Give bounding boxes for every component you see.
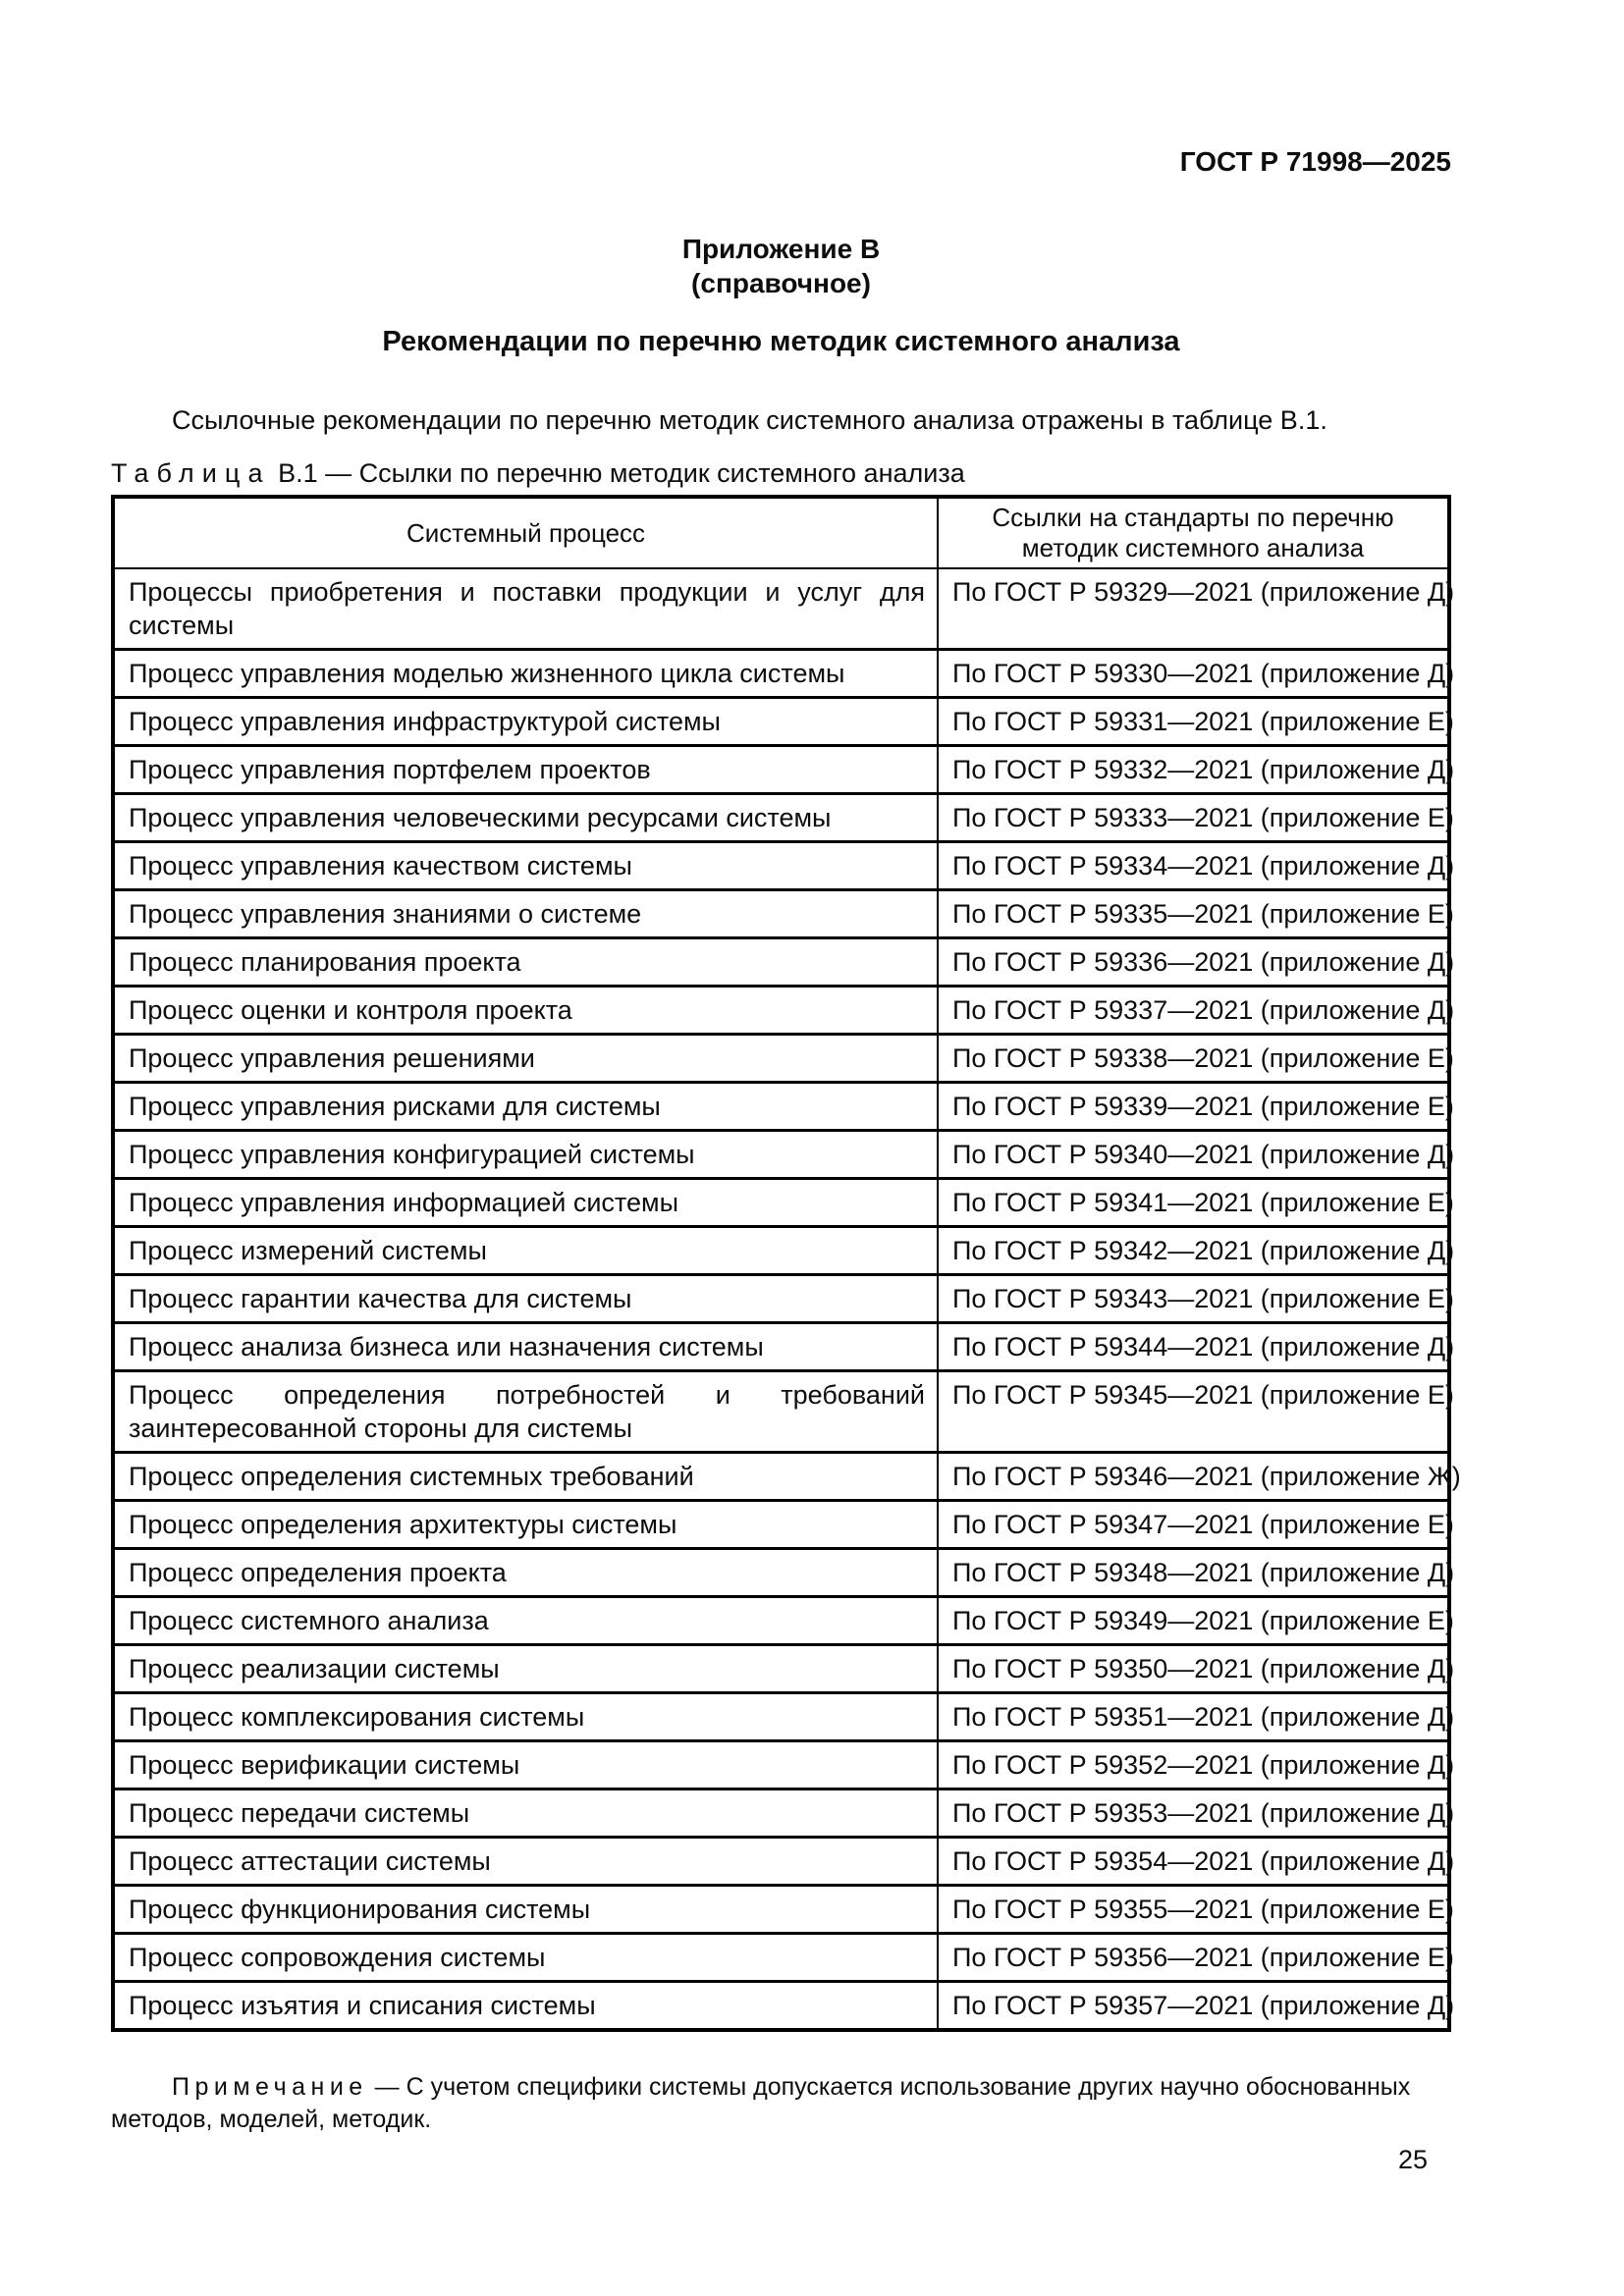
table-header-row [113,497,1449,568]
process-cell: Процесс комплексирования системы [113,1693,938,1741]
reference-cell: По ГОСТ Р 59333—2021 (приложение Е) [938,794,1449,842]
reference-cell: По ГОСТ Р 59357—2021 (приложение Д) [938,1982,1449,2031]
process-cell: Процесс системного анализа [113,1597,938,1645]
reference-cell: По ГОСТ Р 59334—2021 (приложение Д) [938,842,1449,890]
process-cell: Процесс анализа бизнеса или назначения системы [113,1323,938,1371]
reference-cell: По ГОСТ Р 59337—2021 (приложение Д) [938,987,1449,1035]
reference-cell: По ГОСТ Р 59343—2021 (приложение Е) [938,1275,1449,1323]
process-cell: Процесс планирования проекта [113,938,938,987]
reference-cell: По ГОСТ Р 59335—2021 (приложение Е) [938,890,1449,938]
appendix-heading [111,232,1451,300]
reference-cell: По ГОСТ Р 59351—2021 (приложение Д) [938,1693,1449,1741]
table-row [113,746,1449,794]
document-page [111,0,1461,2175]
reference-cell: По ГОСТ Р 59350—2021 (приложение Д) [938,1645,1449,1693]
section-title: Рекомендации по перечню методик системного анализа [382,326,1180,357]
table-row [113,1886,1449,1934]
process-cell: Процесс реализации системы [113,1645,938,1693]
table-row [113,568,1449,650]
table-row [113,1934,1449,1982]
table-row [113,1371,1449,1453]
reference-cell: По ГОСТ Р 59349—2021 (приложение Е) [938,1597,1449,1645]
process-cell: Процесс определения потребностей и требований заинтересованной стороны для системы [113,1371,938,1453]
table-row [113,842,1449,890]
table-row [113,890,1449,938]
process-cell: Процесс определения системных требований [113,1453,938,1501]
table-row [113,1131,1449,1179]
reference-cell: По ГОСТ Р 59332—2021 (приложение Д) [938,746,1449,794]
process-cell: Процесс изъятия и списания системы [113,1982,938,2031]
reference-cell: По ГОСТ Р 59352—2021 (приложение Д) [938,1741,1449,1789]
table-row [113,698,1449,746]
table-row [113,1179,1449,1227]
table-b1 [111,495,1461,2032]
table-row [113,1275,1449,1323]
reference-cell: По ГОСТ Р 59339—2021 (приложение Е) [938,1083,1449,1131]
table-row [113,987,1449,1035]
table-row [113,794,1449,842]
reference-cell: По ГОСТ Р 59345—2021 (приложение Е) [938,1371,1449,1453]
process-cell: Процесс сопровождения системы [113,1934,938,1982]
process-cell: Процесс верификации системы [113,1741,938,1789]
reference-cell: По ГОСТ Р 59348—2021 (приложение Д) [938,1549,1449,1597]
note-label: Примечание [172,2073,368,2101]
reference-cell: По ГОСТ Р 59329—2021 (приложение Д) [938,568,1449,650]
appendix-subtitle: (справочное) [691,268,871,298]
table-row [113,1693,1449,1741]
reference-cell: По ГОСТ Р 59340—2021 (приложение Д) [938,1131,1449,1179]
reference-cell: По ГОСТ Р 59353—2021 (приложение Д) [938,1789,1449,1838]
page-number: 25 [1397,2145,1428,2174]
table-row [113,1597,1449,1645]
table-row [113,1083,1449,1131]
table-row [113,650,1449,698]
table-row [113,1838,1449,1886]
table-row [113,938,1449,987]
process-cell: Процесс управления информацией системы [113,1179,938,1227]
reference-cell: По ГОСТ Р 59347—2021 (приложение Е) [938,1501,1449,1549]
process-cell: Процесс определения проекта [113,1549,938,1597]
process-cell: Процесс управления человеческими ресурсами системы [113,794,938,842]
intro-paragraph: Ссылочные рекомендации по перечню методик системного анализа отражены в таблице В.1. [172,405,1327,435]
process-cell: Процесс оценки и контроля проекта [113,987,938,1035]
reference-cell: По ГОСТ Р 59338—2021 (приложение Е) [938,1035,1449,1083]
reference-cell: По ГОСТ Р 59336—2021 (приложение Д) [938,938,1449,987]
table-row [113,1501,1449,1549]
table-caption-text: В.1 — Ссылки по перечню методик системного анализа [278,458,965,488]
process-cell: Процесс управления знаниями о системе [113,890,938,938]
table-row [113,1323,1449,1371]
process-cell: Процесс передачи системы [113,1789,938,1838]
reference-cell: По ГОСТ Р 59354—2021 (приложение Д) [938,1838,1449,1886]
table-row [113,1789,1449,1838]
process-cell: Процессы приобретения и поставки продукции и услуг для системы [113,568,938,650]
reference-cell: По ГОСТ Р 59356—2021 (приложение Е) [938,1934,1449,1982]
note-text: — С учетом специфики системы допускается использование других научно обоснованных методов, моделей, методик. [111,2073,1411,2133]
table-row [113,1453,1449,1501]
process-cell: Процесс управления портфелем проектов [113,746,938,794]
table-row [113,1227,1449,1275]
note-paragraph [111,2071,1451,2136]
table-body [113,568,1461,2030]
appendix-title: Приложение В [681,234,881,264]
process-cell: Процесс функционирования системы [113,1886,938,1934]
column-header-reference: Ссылки на стандарты по перечню методик системного анализа [938,497,1449,568]
process-cell: Процесс определения архитектуры системы [113,1501,938,1549]
reference-cell: По ГОСТ Р 59344—2021 (приложение Д) [938,1323,1449,1371]
process-cell: Процесс управления качеством системы [113,842,938,890]
table-row [113,1741,1449,1789]
process-cell: Процесс измерений системы [113,1227,938,1275]
process-cell: Процесс управления решениями [113,1035,938,1083]
process-cell: Процесс гарантии качества для системы [113,1275,938,1323]
table-caption-label: Таблица [111,458,271,488]
process-cell: Процесс аттестации системы [113,1838,938,1886]
reference-cell: По ГОСТ Р 59355—2021 (приложение Е) [938,1886,1449,1934]
table-row [113,1982,1449,2031]
table-row [113,1645,1449,1693]
document-reference: ГОСТ Р 71998—2025 [1179,146,1451,177]
column-header-process: Системный процесс [113,497,938,568]
table-caption [111,455,1451,491]
reference-cell: По ГОСТ Р 59346—2021 (приложение Ж) [938,1453,1449,1501]
table-row [113,1549,1449,1597]
reference-cell: По ГОСТ Р 59342—2021 (приложение Д) [938,1227,1449,1275]
reference-cell: По ГОСТ Р 59331—2021 (приложение Е) [938,698,1449,746]
table-row [113,1035,1449,1083]
process-cell: Процесс управления моделью жизненного цикла системы [113,650,938,698]
reference-cell: По ГОСТ Р 59330—2021 (приложение Д) [938,650,1449,698]
reference-cell: По ГОСТ Р 59341—2021 (приложение Е) [938,1179,1449,1227]
process-cell: Процесс управления рисками для системы [113,1083,938,1131]
process-cell: Процесс управления инфраструктурой системы [113,698,938,746]
process-cell: Процесс управления конфигурацией системы [113,1131,938,1179]
